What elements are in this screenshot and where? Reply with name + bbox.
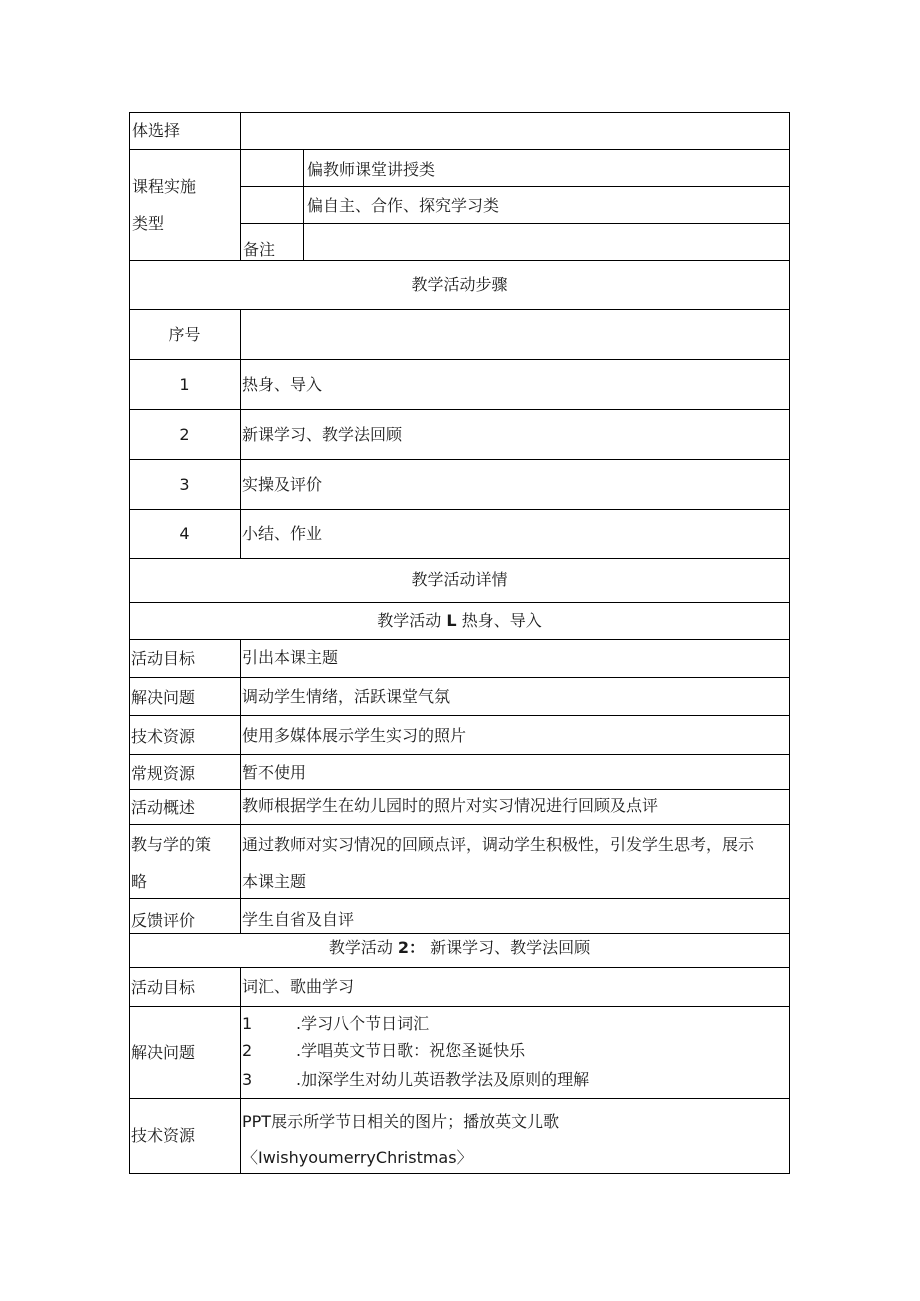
table-border xyxy=(129,558,790,559)
step-text: 小结、作业 xyxy=(242,524,323,543)
activity-2-tech-line1: PPT展示所学节日相关的图片；播放英文儿歌 xyxy=(242,1112,560,1131)
table-border xyxy=(129,789,790,790)
table-border xyxy=(129,112,790,113)
sequence-label: 序号 xyxy=(168,325,201,344)
table-border xyxy=(789,112,790,1174)
table-border xyxy=(129,754,790,755)
activity-1-title-prefix: 教学活动 xyxy=(377,611,442,630)
row-label: 活动目标 xyxy=(131,649,196,668)
strategy-label-line2: 略 xyxy=(131,872,148,891)
row-value: 调动学生情绪，活跃课堂气氛 xyxy=(242,687,451,706)
details-header: 教学活动详情 xyxy=(411,570,508,589)
table-border xyxy=(129,509,790,510)
activity-2-title xyxy=(129,937,790,959)
row-value: 引出本课主题 xyxy=(242,648,339,667)
row-value: 使用多媒体展示学生实习的照片 xyxy=(242,726,467,745)
step-number: 4 xyxy=(179,524,190,543)
table-border xyxy=(129,602,790,603)
problem-item-number: 3 xyxy=(242,1070,253,1089)
row-label: 解决问题 xyxy=(131,688,196,707)
remark-label: 备注 xyxy=(243,240,276,259)
activity-2-goal-value: 词汇、歌曲学习 xyxy=(242,977,355,996)
step-number: 2 xyxy=(179,425,190,444)
table-border xyxy=(240,223,790,224)
table-border xyxy=(129,967,790,968)
table-border xyxy=(240,639,241,933)
step-text: 实操及评价 xyxy=(242,475,323,494)
table-border xyxy=(129,459,790,460)
problem-item-text: .加深学生对幼儿英语教学法及原则的理解 xyxy=(296,1070,590,1089)
table-border xyxy=(129,260,790,261)
row-label: 技术资源 xyxy=(131,727,196,746)
row-label: 活动概述 xyxy=(131,798,196,817)
media-selection-label: 体选择 xyxy=(132,121,181,140)
step-text: 新课学习、教学法回顾 xyxy=(242,425,403,444)
table-border xyxy=(129,112,130,1174)
activity-2-problem-label: 解决问题 xyxy=(131,1043,196,1062)
table-border xyxy=(129,309,790,310)
table-border xyxy=(129,898,790,899)
problem-item-number: 1 xyxy=(242,1014,253,1033)
table-border xyxy=(129,1173,790,1174)
table-border xyxy=(129,359,790,360)
feedback-label: 反馈评价 xyxy=(131,911,196,930)
strategy-value-line1: 通过教师对实习情况的回顾点评，调动学生积极性，引发学生思考，展示 xyxy=(242,835,755,854)
table-border xyxy=(129,824,790,825)
activity-2-tech-line2: 〈IwishyoumerryChristmas〉 xyxy=(242,1148,473,1167)
step-number: 1 xyxy=(179,375,190,394)
course-type-option-lecture: 偏教师课堂讲授类 xyxy=(307,160,436,179)
activity-1-number: L xyxy=(446,611,457,630)
problem-item-number: 2 xyxy=(242,1041,253,1060)
step-text: 热身、导入 xyxy=(242,375,323,394)
row-value: 教师根据学生在幼儿园时的照片对实习情况进行回顾及点评 xyxy=(242,796,659,815)
table-border xyxy=(129,639,790,640)
steps-header: 教学活动步骤 xyxy=(411,275,508,294)
activity-2-tech-label: 技术资源 xyxy=(131,1126,196,1145)
strategy-value-line2: 本课主题 xyxy=(242,872,307,891)
problem-item-text: .学习八个节日词汇 xyxy=(296,1014,430,1033)
strategy-label-line1: 教与学的策 xyxy=(131,835,212,854)
step-number: 3 xyxy=(179,475,190,494)
activity-2-number: 2： xyxy=(397,938,426,957)
table-border xyxy=(240,967,241,1173)
course-type-option-inquiry: 偏自主、合作、探究学习类 xyxy=(307,196,500,215)
activity-2-goal-label: 活动目标 xyxy=(131,978,196,997)
table-border xyxy=(129,149,790,150)
table-border xyxy=(129,409,790,410)
course-type-label-line1: 课程实施 xyxy=(132,177,197,196)
table-border xyxy=(240,112,241,260)
activity-1-title-text: 热身、导入 xyxy=(461,611,542,630)
table-border xyxy=(240,309,241,558)
row-label: 常规资源 xyxy=(131,764,196,783)
activity-2-title-text: 新课学习、教学法回顾 xyxy=(430,938,591,957)
problem-item-text: .学唱英文节日歌：祝您圣诞快乐 xyxy=(296,1041,526,1060)
table-border xyxy=(129,1098,790,1099)
table-border xyxy=(129,677,790,678)
row-value: 暂不使用 xyxy=(242,763,307,782)
table-border xyxy=(240,186,790,187)
table-border xyxy=(129,715,790,716)
feedback-value: 学生自省及自评 xyxy=(242,910,355,929)
course-type-label-line2: 类型 xyxy=(132,214,165,233)
activity-2-title-prefix: 教学活动 xyxy=(328,938,393,957)
table-border xyxy=(129,933,790,934)
table-border xyxy=(303,149,304,260)
table-border xyxy=(129,1006,790,1007)
activity-1-title xyxy=(129,610,790,632)
